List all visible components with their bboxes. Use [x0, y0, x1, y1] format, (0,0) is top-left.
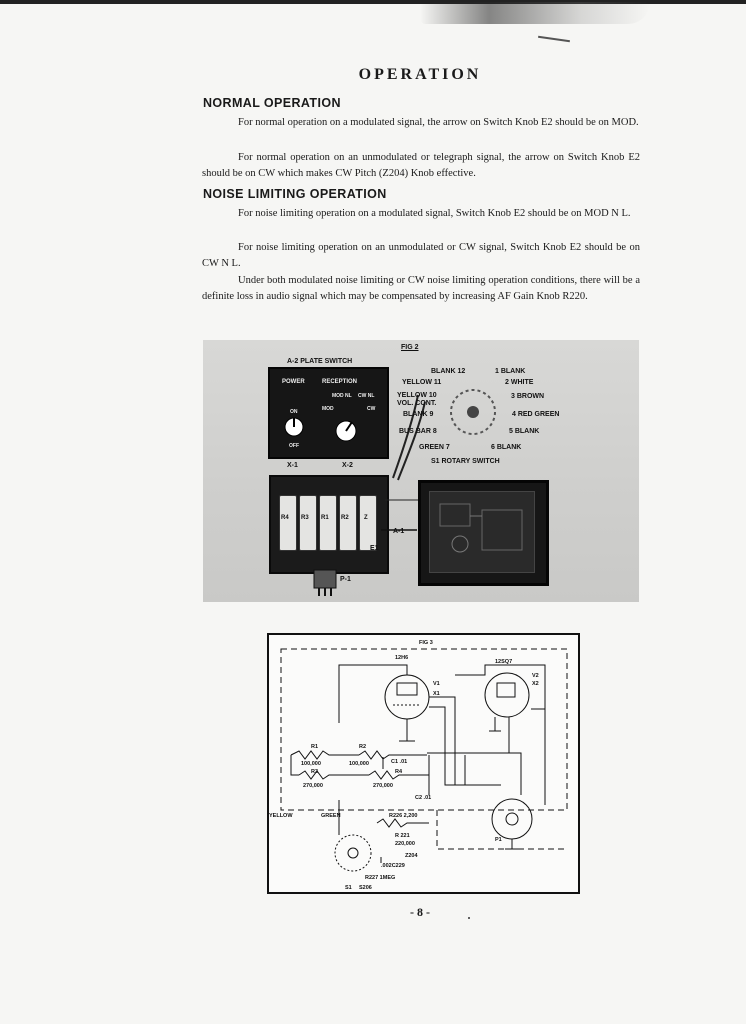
- panel-label: ON: [290, 409, 298, 415]
- label-x1: X-1: [287, 462, 298, 469]
- coil-chassis: [269, 475, 389, 574]
- tube-label: X1: [433, 691, 440, 697]
- label-e1: E1: [370, 545, 379, 552]
- switch-title: A-2 PLATE SWITCH: [287, 358, 353, 365]
- panel-label: RECEPTION: [322, 379, 358, 385]
- coil-label: R3: [301, 515, 309, 521]
- rotary-label: VOL. CONT.: [397, 400, 437, 407]
- tube-label: V2: [532, 673, 539, 679]
- coil-label: Z: [364, 515, 368, 521]
- component-label: R2: [359, 744, 367, 750]
- page-title: OPERATION: [358, 66, 482, 83]
- panel-label: OFF: [289, 443, 299, 449]
- component-value: 270,000: [373, 783, 393, 789]
- rotary-label: YELLOW 11: [402, 379, 442, 386]
- scan-artifact: [420, 2, 650, 24]
- coil-label: R2: [341, 515, 349, 521]
- scan-speck: [468, 917, 470, 919]
- label-x2: X-2: [342, 462, 353, 469]
- coil: [319, 495, 337, 551]
- paragraph: For noise limiting operation on an unmodulated or CW signal, Switch Knob E2 should be on CW N L.: [202, 242, 640, 269]
- component-label: R1: [311, 744, 319, 750]
- coil: [279, 495, 297, 551]
- coil-label: R1: [321, 515, 329, 521]
- receiver-chassis: [418, 480, 549, 586]
- circuit-board: [429, 491, 535, 573]
- label-a1: A-1: [393, 528, 405, 535]
- panel-label: MOD NL: [332, 393, 352, 399]
- component-label: R227 1MEG: [365, 875, 396, 881]
- knob-illustration: [270, 369, 387, 457]
- component-label: P1: [495, 837, 502, 843]
- board-traces: [430, 492, 534, 572]
- tube-label: X2: [532, 681, 539, 687]
- tube-label: 12SQ7: [495, 659, 513, 665]
- component-label: R3: [311, 769, 319, 775]
- component-label: Z204: [405, 853, 418, 859]
- panel-label: POWER: [282, 379, 305, 385]
- component-label: S206: [359, 885, 372, 891]
- tube-label: 12H6: [395, 655, 409, 661]
- rotary-label: BLANK 12: [431, 368, 466, 375]
- heading-noise-limiting: NOISE LIMITING OPERATION: [203, 187, 387, 201]
- wire-label: YELLOW: [269, 813, 293, 819]
- page-number: - 8 -: [410, 905, 430, 919]
- coil-label: R4: [281, 515, 289, 521]
- component-label: R226 2,200: [389, 813, 418, 819]
- coil: [299, 495, 317, 551]
- component-value: 100,000: [301, 761, 321, 767]
- rotary-label: GREEN 7: [419, 444, 450, 451]
- panel-label: CW NL: [358, 393, 375, 399]
- paragraph: For noise limiting operation on a modulated signal, Switch Knob E2 should be on MOD N L.: [238, 208, 631, 219]
- rotary-label: 2 WHITE: [505, 379, 534, 386]
- paragraph: Under both modulated noise limiting or CW noise limiting operation conditions, there will be a definite loss in audio signal which may be compensated by increasing AF Gain Knob R220.: [202, 275, 640, 302]
- plate-switch-panel: [268, 367, 389, 459]
- component-label: S1: [345, 885, 352, 891]
- rotary-label: S1 ROTARY SWITCH: [431, 458, 500, 465]
- component-value: 220,000: [395, 841, 415, 847]
- component-label: R 221: [395, 833, 410, 839]
- paragraph: For normal operation on an unmodulated or telegraph signal, the arrow on Switch Knob E2 should be on CW which makes CW Pitch (Z204) Knob effective.: [202, 152, 640, 179]
- component-label: C2 .01: [415, 795, 432, 801]
- paragraph: For normal operation on a modulated signal, the arrow on Switch Knob E2 should be on MOD.: [238, 117, 639, 128]
- rotary-label: 1 BLANK: [495, 368, 526, 375]
- rotary-label: BUS BAR 8: [399, 428, 437, 435]
- rotary-label: 6 BLANK: [491, 444, 522, 451]
- component-label: R4: [395, 769, 403, 775]
- scan-mark: [538, 36, 570, 42]
- rotary-label: YELLOW 10: [397, 392, 437, 399]
- panel-label: CW: [367, 406, 376, 412]
- component-label: .002C229: [381, 863, 405, 869]
- wire-label: GREEN: [321, 813, 341, 819]
- label-p1: P-1: [340, 576, 351, 583]
- rotary-label: BLANK 9: [403, 411, 434, 418]
- figure-3-schematic: [267, 633, 580, 894]
- rotary-label: 4 RED GREEN: [512, 411, 560, 418]
- figure-2-photo: [203, 340, 639, 602]
- component-value: 100,000: [349, 761, 369, 767]
- component-label: C1 .01: [391, 759, 408, 765]
- tube-label: V1: [433, 681, 440, 687]
- heading-normal-operation: NORMAL OPERATION: [203, 96, 341, 110]
- coil: [359, 495, 377, 551]
- coil: [339, 495, 357, 551]
- component-value: 270,000: [303, 783, 323, 789]
- figure-caption: FIG 2: [401, 344, 419, 351]
- figure-caption: FIG 3: [419, 640, 433, 646]
- rotary-label: 5 BLANK: [509, 428, 540, 435]
- panel-label: MOD: [322, 406, 334, 412]
- rotary-label: 3 BROWN: [511, 393, 545, 400]
- schematic-diagram: [269, 635, 578, 892]
